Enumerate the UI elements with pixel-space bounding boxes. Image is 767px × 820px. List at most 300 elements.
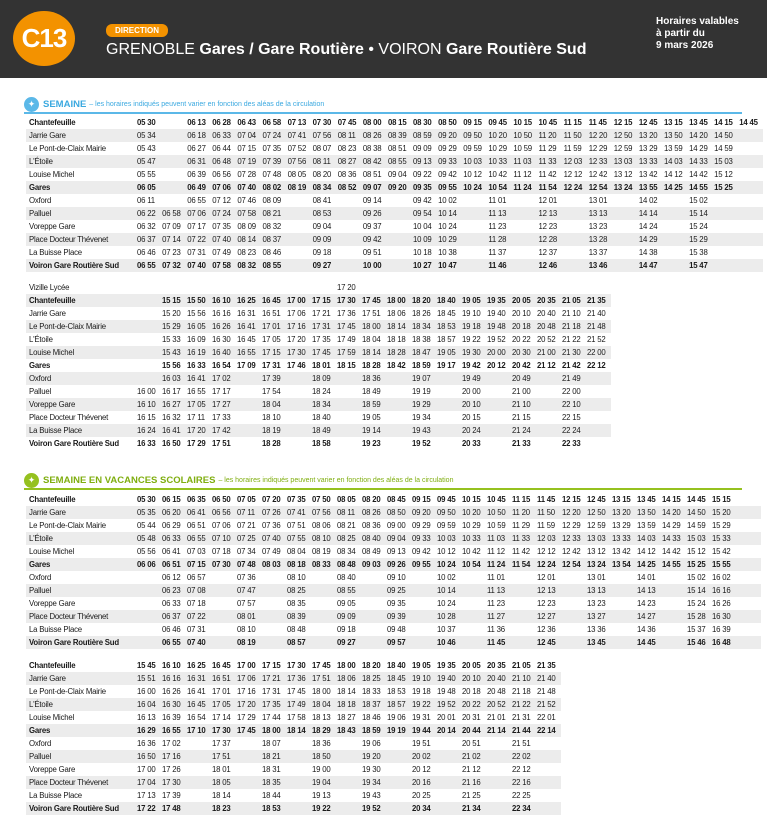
- departure-time: 20 52: [537, 335, 556, 344]
- departure-time: 19 17: [437, 361, 456, 370]
- departure-time: 19 42: [462, 361, 481, 370]
- departure-time: 19 48: [437, 687, 456, 696]
- departure-time: 18 57: [386, 698, 411, 711]
- departure-time: 20 00: [462, 387, 481, 396]
- departure-time: 07 41: [286, 506, 311, 519]
- stop-name: L'Étoile: [26, 532, 136, 545]
- departure-time: 06 05: [136, 181, 161, 194]
- departure-time: 14 25: [636, 558, 661, 571]
- departure-time: 14 42: [662, 547, 681, 556]
- departure-time: [161, 194, 186, 207]
- departure-time: 13 37: [588, 248, 608, 257]
- departure-time: 17 45: [336, 320, 361, 333]
- departure-time: 08 53: [312, 207, 337, 220]
- departure-time: 13 59: [637, 521, 656, 530]
- departure-time: 07 40: [186, 636, 211, 649]
- departure-time: 14 42: [689, 170, 708, 179]
- departure-time: 18 14: [286, 724, 311, 737]
- departure-time: 08 26: [362, 129, 387, 142]
- departure-time: [563, 246, 588, 259]
- from-stop: Gares / Gare Routière: [199, 41, 364, 58]
- departure-time: 15 50: [186, 294, 211, 307]
- departure-time: 19 48: [486, 320, 511, 333]
- departure-time: 12 33: [561, 532, 586, 545]
- departure-time: 08 30: [413, 118, 432, 127]
- departure-time: 07 17: [187, 222, 206, 231]
- departure-time: 12 23: [538, 222, 558, 231]
- departure-time: 14 45: [687, 495, 706, 504]
- departure-time: 18 18: [387, 335, 406, 344]
- departure-time: 06 33: [211, 129, 236, 142]
- departure-time: [738, 233, 763, 246]
- table-row: [26, 246, 763, 259]
- departure-time: 16 10: [136, 398, 161, 411]
- departure-time: 10 29: [462, 521, 481, 530]
- departure-time: 20 49: [511, 372, 536, 385]
- departure-time: [136, 571, 161, 584]
- departure-time: 07 48: [262, 170, 281, 179]
- table-row: [26, 802, 561, 815]
- departure-time: 21 52: [536, 698, 561, 711]
- departure-time: [462, 233, 487, 246]
- departure-time: [136, 623, 161, 636]
- departure-time: 15 24: [687, 599, 706, 608]
- departure-time: 08 26: [361, 506, 386, 519]
- departure-time: 20 14: [436, 724, 461, 737]
- departure-time: [462, 220, 487, 233]
- departure-time: 21 18: [512, 687, 531, 696]
- departure-time: 19 06: [387, 713, 406, 722]
- departure-time: 16 25: [236, 294, 261, 307]
- departure-time: 13 03: [586, 532, 611, 545]
- table-row: [26, 659, 561, 672]
- departure-time: 10 24: [462, 181, 487, 194]
- departure-time: 18 40: [387, 661, 406, 670]
- departure-time: 19 51: [412, 739, 431, 748]
- timetable-vacances-morning: [26, 493, 761, 649]
- departure-time: [536, 763, 561, 776]
- departure-time: 20 48: [487, 687, 506, 696]
- departure-time: 11 45: [588, 118, 607, 127]
- departure-time: 16 41: [187, 687, 206, 696]
- departure-time: 16 55: [236, 346, 261, 359]
- departure-time: 19 44: [411, 724, 436, 737]
- departure-time: 08 32: [262, 222, 281, 231]
- departure-time: 17 46: [287, 361, 306, 370]
- departure-time: 05 34: [136, 129, 161, 142]
- stop-name: Place Docteur Thévenet: [29, 413, 109, 422]
- departure-time: [561, 597, 586, 610]
- departure-time: 10 14: [437, 207, 462, 220]
- departure-time: [536, 372, 561, 385]
- departure-time: 10 03: [436, 532, 461, 545]
- departure-time: 21 33: [512, 439, 531, 448]
- departure-time: 14 12: [663, 170, 683, 179]
- departure-time: [311, 636, 336, 649]
- departure-time: 15 33: [162, 335, 181, 344]
- departure-time: 19 43: [362, 791, 381, 800]
- departure-time: [336, 398, 361, 411]
- departure-time: [387, 246, 412, 259]
- departure-time: 09 03: [361, 558, 386, 571]
- departure-time: [186, 750, 211, 763]
- stop-name: Vizille Lycée: [29, 283, 70, 292]
- departure-time: 20 42: [512, 361, 531, 370]
- departure-time: [136, 320, 161, 333]
- departure-time: [436, 789, 461, 802]
- departure-time: 17 51: [311, 672, 336, 685]
- departure-time: 12 15: [613, 118, 633, 127]
- departure-time: [161, 142, 186, 155]
- departure-time: [186, 789, 211, 802]
- departure-time: [361, 610, 386, 623]
- table-row: [26, 207, 763, 220]
- departure-time: 09 50: [462, 129, 487, 142]
- departure-time: 08 36: [337, 170, 357, 179]
- departure-time: 13 54: [611, 558, 636, 571]
- departure-time: 18 46: [362, 713, 381, 722]
- departure-time: 11 01: [487, 573, 505, 582]
- departure-time: 10 47: [437, 259, 462, 272]
- departure-time: 12 20: [561, 506, 586, 519]
- departure-time: 17 54: [262, 387, 281, 396]
- departure-time: [563, 194, 588, 207]
- departure-time: [336, 763, 361, 776]
- departure-time: [461, 623, 486, 636]
- departure-time: 07 36: [262, 521, 281, 530]
- departure-time: 07 06: [211, 181, 236, 194]
- departure-time: 08 37: [261, 233, 286, 246]
- departure-time: [336, 437, 361, 450]
- departure-time: [586, 424, 611, 437]
- departure-time: 06 11: [137, 196, 155, 205]
- departure-time: 16 30: [212, 335, 231, 344]
- departure-time: 14 50: [713, 129, 738, 142]
- departure-time: 16 41: [236, 320, 261, 333]
- departure-time: [136, 294, 161, 307]
- departure-time: 22 10: [561, 398, 586, 411]
- departure-time: 19 40: [436, 672, 461, 685]
- departure-time: 17 30: [336, 294, 361, 307]
- departure-time: 10 24: [437, 599, 456, 608]
- departure-time: 07 40: [211, 233, 236, 246]
- table-row: [26, 737, 561, 750]
- table-row: [26, 181, 763, 194]
- departure-time: 17 02: [211, 372, 236, 385]
- departure-time: [261, 571, 286, 584]
- departure-time: 21 05: [512, 661, 531, 670]
- departure-time: [436, 385, 461, 398]
- departure-time: 12 46: [538, 259, 563, 272]
- departure-time: 07 18: [187, 599, 206, 608]
- departure-time: [336, 737, 361, 750]
- departure-time: 17 20: [236, 698, 261, 711]
- stop-name: La Buisse Place: [29, 248, 82, 257]
- departure-time: [336, 385, 361, 398]
- departure-time: [161, 168, 186, 181]
- departure-time: 15 02: [687, 573, 706, 582]
- departure-time: [586, 411, 611, 424]
- departure-time: 21 40: [536, 672, 561, 685]
- departure-time: 17 20: [337, 283, 356, 292]
- departure-time: 09 48: [387, 625, 406, 634]
- departure-time: 21 05: [561, 294, 586, 307]
- departure-time: 08 00: [362, 118, 382, 127]
- departure-time: 17 04: [136, 776, 161, 789]
- table-row: [26, 333, 611, 346]
- departure-time: [386, 776, 411, 789]
- departure-time: 17 21: [261, 672, 286, 685]
- stop-name: Voreppe Gare: [29, 599, 76, 608]
- departure-time: 06 55: [187, 196, 206, 205]
- departure-time: [461, 584, 486, 597]
- departure-time: 08 33: [311, 558, 336, 571]
- departure-time: 15 56: [162, 361, 181, 370]
- departure-time: 13 45: [637, 495, 656, 504]
- departure-time: 13 01: [587, 573, 606, 582]
- departure-time: [713, 233, 738, 246]
- departure-time: 16 27: [161, 398, 186, 411]
- departure-time: 05 47: [136, 155, 161, 168]
- table-row: [26, 294, 611, 307]
- departure-time: 08 36: [362, 521, 381, 530]
- departure-time: 08 20: [362, 495, 381, 504]
- departure-time: 21 16: [461, 776, 486, 789]
- departure-time: 12 29: [588, 144, 608, 153]
- departure-time: 13 36: [587, 625, 606, 634]
- departure-time: 09 59: [463, 144, 482, 153]
- departure-time: [461, 281, 486, 294]
- departure-time: 15 28: [686, 610, 711, 623]
- departure-time: 21 00: [512, 387, 531, 396]
- departure-time: [387, 233, 412, 246]
- departure-time: 08 05: [337, 495, 356, 504]
- departure-time: 13 13: [586, 584, 611, 597]
- departure-time: 17 30: [287, 661, 306, 670]
- departure-time: 17 05: [186, 398, 211, 411]
- departure-time: [286, 424, 311, 437]
- departure-time: 14 13: [636, 584, 661, 597]
- departure-time: 14 59: [687, 521, 706, 530]
- departure-time: [536, 737, 561, 750]
- table-row: [26, 724, 561, 737]
- departure-time: 20 12: [487, 361, 506, 370]
- departure-time: 07 12: [212, 196, 231, 205]
- departure-time: 07 41: [287, 129, 312, 142]
- departure-time: 07 25: [236, 532, 261, 545]
- departure-time: [386, 372, 411, 385]
- departure-time: 10 02: [438, 196, 457, 205]
- departure-time: 05 35: [136, 506, 161, 519]
- departure-time: 16 15: [137, 413, 156, 422]
- departure-time: 18 06: [387, 309, 406, 318]
- table-row: [26, 672, 561, 685]
- departure-time: 18 13: [312, 713, 331, 722]
- departure-time: 18 07: [262, 739, 281, 748]
- departure-time: [736, 636, 761, 649]
- departure-time: 11 03: [512, 155, 537, 168]
- departure-time: 15 29: [688, 233, 713, 246]
- departure-time: [336, 411, 361, 424]
- departure-time: [161, 116, 186, 129]
- departure-time: 11 45: [537, 495, 556, 504]
- departure-time: 09 29: [438, 144, 457, 153]
- departure-time: 18 40: [312, 413, 331, 422]
- departure-time: 15 15: [712, 495, 731, 504]
- departure-time: 19 20: [361, 750, 386, 763]
- table-row: [26, 116, 763, 129]
- departure-time: 20 44: [461, 724, 486, 737]
- stop-name: Oxford: [29, 196, 52, 205]
- departure-time: 17 15: [311, 294, 336, 307]
- departure-time: 08 40: [337, 573, 356, 582]
- departure-time: 17 59: [336, 346, 361, 359]
- departure-time: [613, 246, 638, 259]
- departure-time: [436, 776, 461, 789]
- departure-time: 21 14: [486, 724, 511, 737]
- departure-time: 11 27: [486, 610, 511, 623]
- departure-time: [663, 259, 688, 272]
- departure-time: 14 33: [688, 155, 713, 168]
- departure-time: [286, 750, 311, 763]
- departure-time: 09 45: [488, 118, 507, 127]
- departure-time: [236, 411, 261, 424]
- departure-time: 10 59: [487, 521, 506, 530]
- departure-time: 06 49: [186, 181, 211, 194]
- departure-time: [561, 610, 586, 623]
- departure-time: 09 26: [362, 207, 387, 220]
- departure-time: 13 12: [587, 547, 606, 556]
- stop-name: Le Pont-de-Claix Mairie: [26, 320, 136, 333]
- departure-time: 10 54: [487, 181, 512, 194]
- departure-time: 08 23: [337, 144, 357, 153]
- departure-time: 16 45: [212, 661, 231, 670]
- departure-time: 06 33: [162, 599, 181, 608]
- departure-time: 21 52: [587, 335, 606, 344]
- departure-time: 12 20: [588, 129, 613, 142]
- departure-time: 08 03: [261, 558, 286, 571]
- departure-time: 19 52: [361, 802, 386, 815]
- table-row: [26, 685, 561, 698]
- departure-time: 13 45: [689, 118, 708, 127]
- departure-time: 21 12: [462, 765, 481, 774]
- departure-time: 07 19: [236, 155, 261, 168]
- stop-name: Voiron Gare Routière Sud: [26, 802, 136, 815]
- departure-time: 18 28: [262, 439, 281, 448]
- departure-time: [436, 802, 461, 815]
- departure-time: 20 10: [461, 398, 486, 411]
- departure-time: [361, 597, 386, 610]
- departure-time: [236, 776, 261, 789]
- departure-time: 07 34: [237, 547, 256, 556]
- departure-time: 07 22: [186, 233, 211, 246]
- departure-time: [511, 571, 536, 584]
- departure-time: [663, 194, 688, 207]
- departure-time: 09 15: [463, 118, 482, 127]
- stop-name: Jarrie Gare: [26, 672, 136, 685]
- departure-time: 08 55: [336, 584, 361, 597]
- departure-time: [586, 437, 611, 450]
- departure-time: [236, 372, 261, 385]
- table-row: [26, 636, 761, 649]
- departure-time: 06 44: [212, 144, 231, 153]
- departure-time: 08 50: [386, 506, 411, 519]
- departure-time: 14 23: [637, 599, 656, 608]
- departure-time: [462, 194, 487, 207]
- departure-time: [486, 763, 511, 776]
- departure-time: 10 45: [538, 118, 558, 127]
- departure-time: 06 13: [187, 118, 206, 127]
- departure-time: [411, 281, 436, 294]
- departure-time: [536, 424, 561, 437]
- departure-time: 09 04: [312, 222, 332, 231]
- departure-time: 12 24: [536, 558, 561, 571]
- departure-time: [486, 789, 511, 802]
- departure-time: 07 51: [287, 521, 306, 530]
- departure-time: [536, 776, 561, 789]
- departure-time: 13 59: [663, 144, 683, 153]
- departure-time: 21 34: [461, 802, 486, 815]
- departure-time: 16 26: [162, 687, 181, 696]
- departure-time: 15 12: [714, 170, 733, 179]
- departure-time: 10 54: [461, 558, 486, 571]
- departure-time: [436, 750, 461, 763]
- departure-time: 07 31: [187, 625, 206, 634]
- table-row: [26, 259, 763, 272]
- departure-time: 07 40: [261, 532, 286, 545]
- departure-time: 14 59: [714, 144, 733, 153]
- departure-time: 18 18: [336, 698, 361, 711]
- departure-time: 08 52: [337, 181, 362, 194]
- departure-time: [386, 763, 411, 776]
- departure-time: 16 41: [161, 424, 186, 437]
- stop-name: L'Étoile: [26, 155, 136, 168]
- departure-time: [436, 424, 461, 437]
- departure-time: 16 40: [211, 346, 236, 359]
- departure-time: 20 34: [411, 802, 436, 815]
- departure-time: 18 59: [361, 398, 386, 411]
- departure-time: 15 14: [686, 584, 711, 597]
- departure-time: [136, 597, 161, 610]
- departure-time: [337, 207, 362, 220]
- departure-time: 22 34: [511, 802, 536, 815]
- departure-time: 07 03: [187, 547, 206, 556]
- departure-time: 06 46: [162, 625, 181, 634]
- departure-time: [287, 233, 312, 246]
- timetable-vacances-afternoon: [26, 659, 561, 815]
- departure-time: 07 15: [186, 558, 211, 571]
- departure-time: [486, 411, 511, 424]
- departure-time: 12 28: [538, 233, 563, 246]
- departure-time: 14 15: [662, 495, 681, 504]
- departure-time: 15 02: [689, 196, 708, 205]
- stop-name: Voreppe Gare: [29, 222, 76, 231]
- departure-time: [211, 610, 236, 623]
- departure-time: [611, 597, 636, 610]
- table-row: [26, 424, 611, 437]
- departure-time: 09 04: [386, 532, 411, 545]
- departure-time: 08 39: [387, 129, 412, 142]
- departure-time: 06 57: [187, 573, 206, 582]
- departure-time: [611, 584, 636, 597]
- departure-time: 10 20: [487, 129, 512, 142]
- departure-time: [736, 506, 761, 519]
- departure-time: 19 05: [461, 294, 486, 307]
- departure-time: 19 52: [487, 335, 506, 344]
- departure-time: 18 29: [311, 724, 336, 737]
- departure-time: 17 31: [262, 361, 281, 370]
- departure-time: [661, 636, 686, 649]
